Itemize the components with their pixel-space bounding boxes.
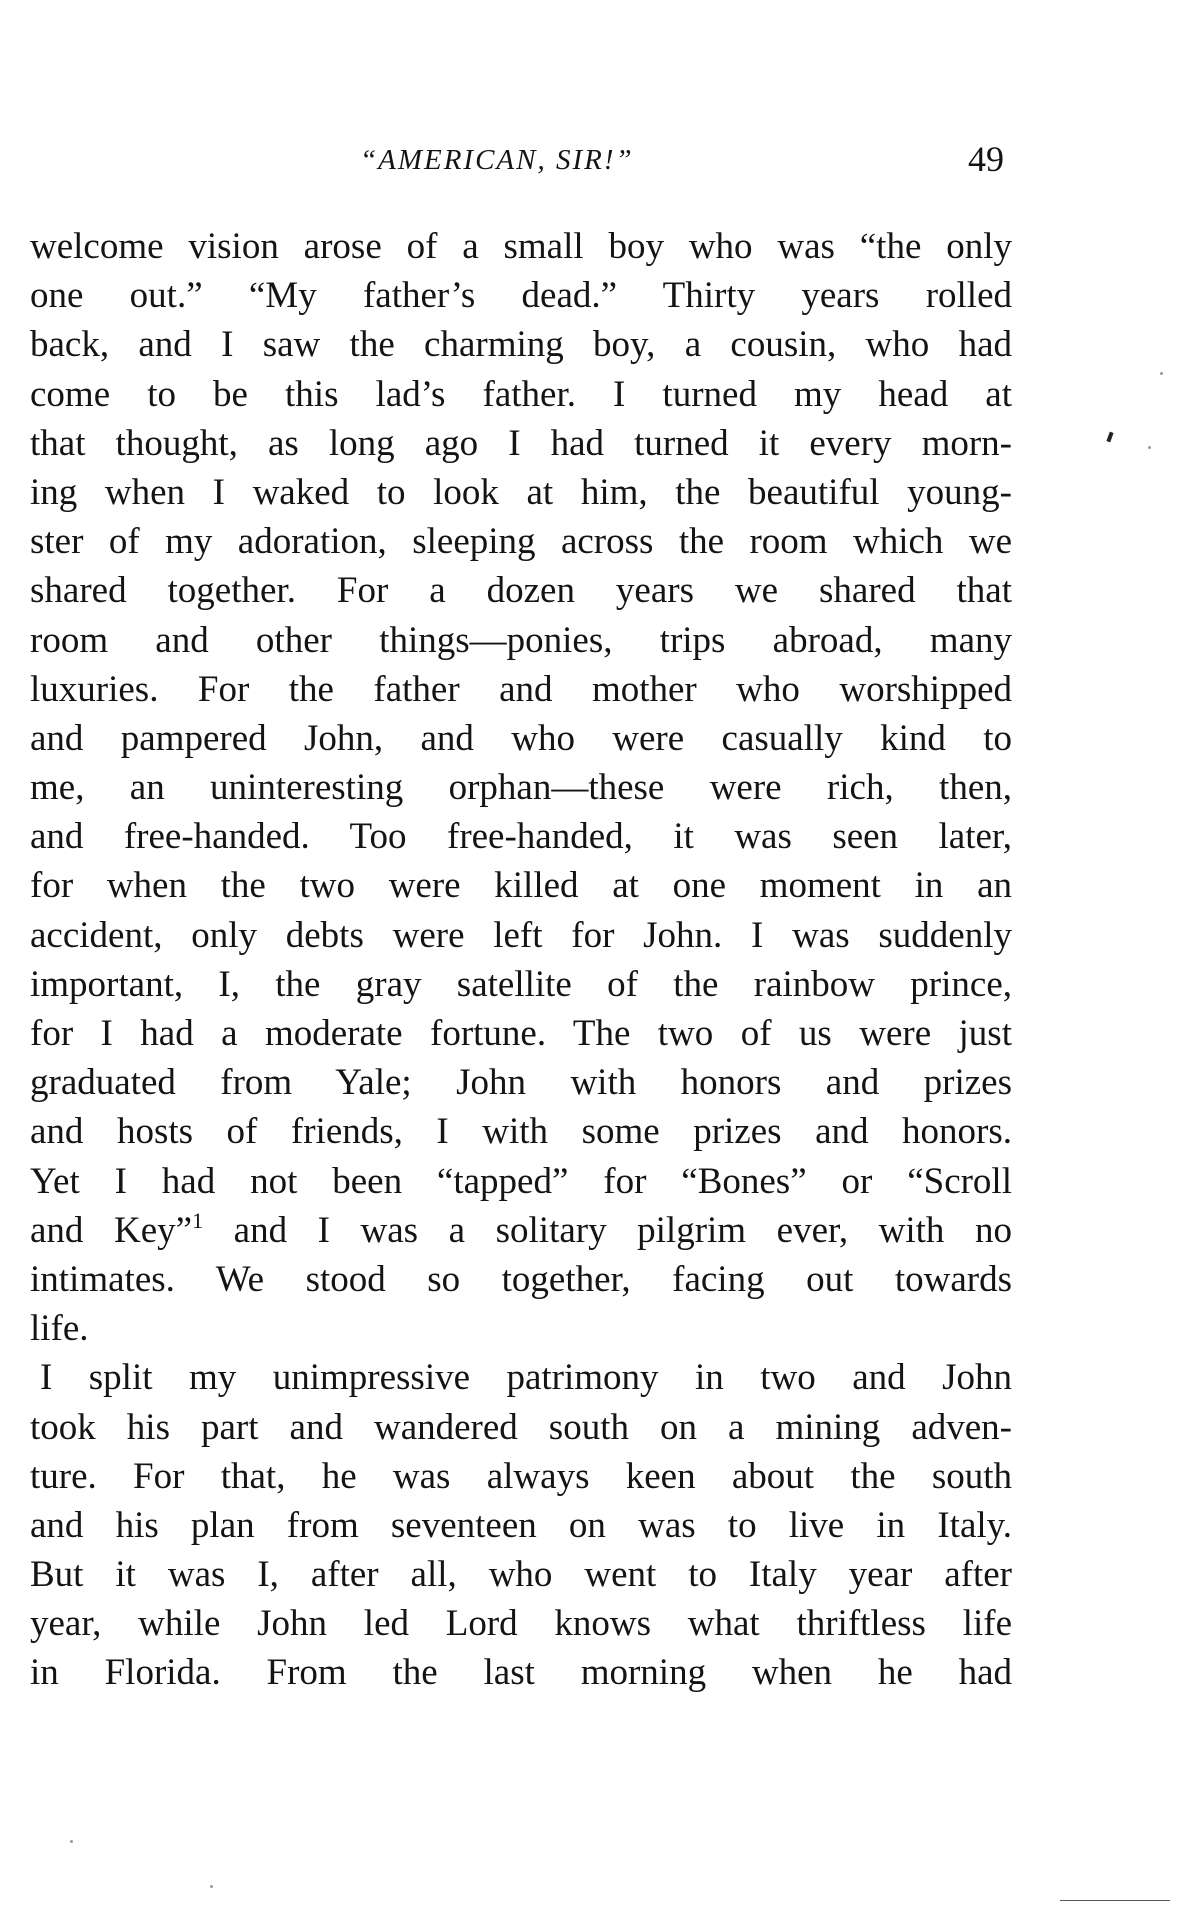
text-line: that thought, as long ago I had turned it every morn- (30, 422, 1012, 464)
text-line: shared together. For a dozen years we shared that (30, 570, 1012, 612)
text-line: ing when I waked to look at him, the beautiful young- (30, 471, 1012, 513)
text-line: welcome vision arose of a small boy who was “the only (30, 226, 1012, 267)
footnote-line-start: and Key” (30, 1209, 193, 1251)
text-line: for when the two were killed at one moment in an (30, 865, 1012, 907)
scan-speck (70, 1840, 73, 1843)
text-line: room and other things—ponies, trips abroad, many (30, 619, 1012, 661)
paragraph-1 (30, 222, 1012, 1353)
text-line: one out.” “My father’s dead.” Thirty years rolled (30, 275, 1012, 317)
scan-edge-line (1060, 1900, 1170, 1901)
text-line: I split my unimpressive patrimony in two and John (40, 1357, 1012, 1399)
footnote-marker: 1 (192, 1207, 204, 1233)
text-line: graduated from Yale; John with honors and prizes (30, 1062, 1012, 1104)
body-text (30, 222, 1012, 1698)
scan-speck (210, 1885, 213, 1888)
text-line: come to be this lad’s father. I turned my head at (30, 373, 1012, 415)
scan-speck (1160, 372, 1163, 375)
text-line: in Florida. From the last morning when he had (30, 1652, 1012, 1694)
text-line: ster of my adoration, sleeping across the room which we (30, 521, 1012, 563)
text-line: ture. For that, he was always keen about the south (30, 1455, 1012, 1497)
text-line: and hosts of friends, I with some prizes and honors. (30, 1111, 1012, 1153)
text-line: and pampered John, and who were casually kind to (30, 717, 1012, 759)
text-line: luxuries. For the father and mother who worshipped (30, 668, 1012, 710)
scan-speck (1148, 446, 1151, 449)
text-line: accident, only debts were left for John. I was suddenly (30, 914, 1012, 956)
footnote-line-end: and I was a solitary pilgrim ever, with no (233, 1209, 1012, 1251)
text-line: But it was I, after all, who went to Italy year after (30, 1554, 1012, 1596)
text-line: important, I, the gray satellite of the rainbow prince, (30, 963, 1012, 1005)
text-line: me, an uninteresting orphan—these were rich, then, (30, 767, 1012, 809)
ink-mark (1106, 432, 1113, 443)
text-line-with-footnote (30, 1206, 1012, 1255)
text-line: and his plan from seventeen on was to live in Italy. (30, 1504, 1012, 1546)
text-line: for I had a moderate fortune. The two of us were just (30, 1013, 1012, 1054)
page-number: 49 (968, 139, 1004, 179)
paragraph-2 (30, 1353, 1012, 1697)
text-line: and free-handed. Too free-handed, it was seen later, (30, 816, 1012, 858)
text-line: life. (30, 1308, 89, 1350)
text-line: took his part and wandered south on a mining adven- (30, 1406, 1012, 1448)
running-head (0, 138, 1203, 188)
text-line: year, while John led Lord knows what thriftless life (30, 1603, 1012, 1645)
text-line: Yet I had not been “tapped” for “Bones” or “Scroll (30, 1160, 1012, 1202)
text-line: back, and I saw the charming boy, a cousin, who had (30, 324, 1012, 366)
running-title: “AMERICAN, SIR!” (360, 144, 634, 176)
text-line: intimates. We stood so together, facing out towards (30, 1258, 1012, 1300)
